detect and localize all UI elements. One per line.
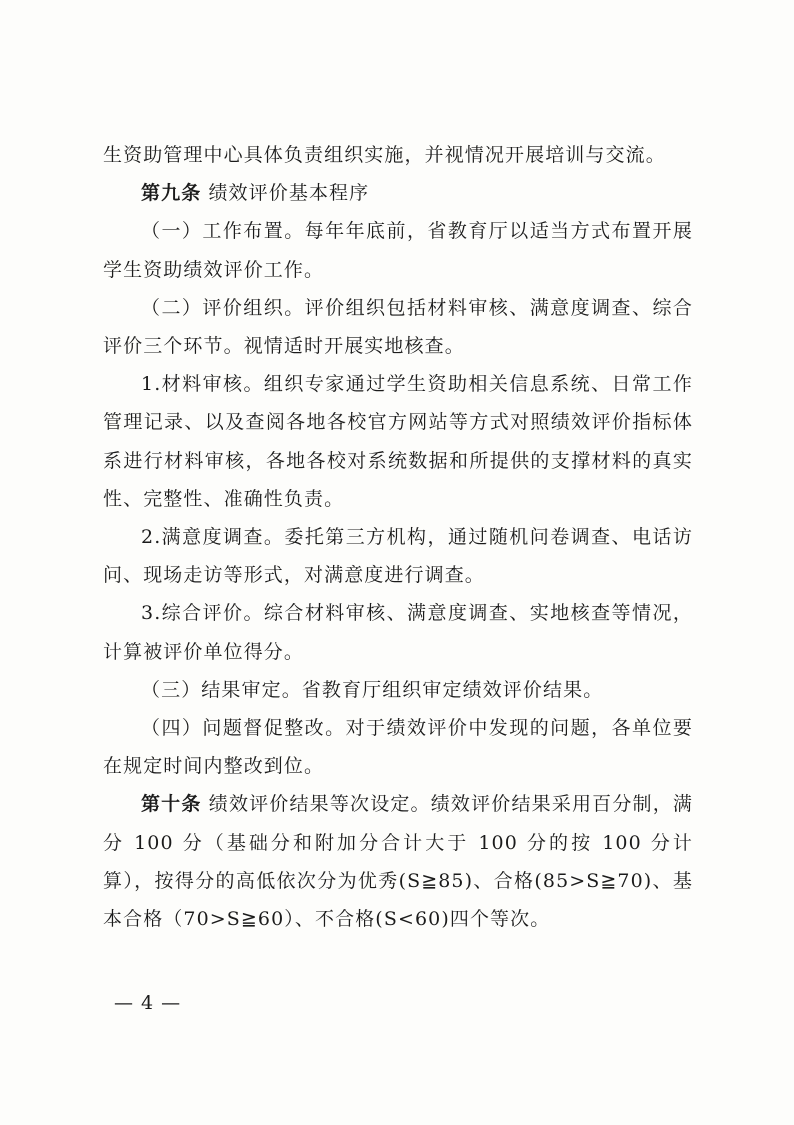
- paragraph-text: 生资助管理中心具体负责组织实施，并视情况开展培训与交流。: [103, 144, 666, 166]
- article-10-paragraph: [103, 785, 693, 938]
- paragraph-result-review: [103, 671, 693, 709]
- paragraph-comprehensive-evaluation: [103, 594, 693, 670]
- paragraph-rectification: [103, 709, 693, 785]
- article-label: 第九条: [141, 182, 202, 205]
- article-9-heading: [103, 174, 693, 212]
- article-label: 第十条: [141, 793, 202, 816]
- paragraph-material-review: [103, 365, 693, 518]
- paragraph-text: （二）评价组织。评价组织包括材料审核、满意度调查、综合评价三个环节。视情适时开展实地核查。: [103, 296, 693, 358]
- page-number: — 4 —: [114, 992, 182, 1014]
- paragraph-text: 3.综合评价。综合材料审核、满意度调查、实地核查等情况，计算被评价单位得分。: [103, 602, 693, 663]
- paragraph-text: 绩效评价结果等次设定。绩效评价结果采用百分制，满分 100 分（基础分和附加分合计大于 100 分的按 100 分计算），按得分的高低依次分为优秀(S≧85)、合格(85>S≧70)、基本合格（70>S≧60）、不合格(S<60)四个等次。: [103, 793, 693, 931]
- article-title: 绩效评价基本程序: [201, 182, 370, 205]
- document-body: [103, 136, 693, 938]
- paragraph-text: 1.材料审核。组织专家通过学生资助相关信息系统、日常工作管理记录、以及查阅各地各校官方网站等方式对照绩效评价指标体系进行材料审核，各地各校对系统数据和所提供的支撑材料的真实性、完整性、准确性负责。: [103, 373, 693, 510]
- paragraph-work-arrangement: [103, 212, 693, 288]
- paragraph-text: （四）问题督促整改。对于绩效评价中发现的问题，各单位要在规定时间内整改到位。: [103, 717, 693, 778]
- paragraph-continuation: [103, 136, 693, 174]
- paragraph-text: （一）工作布置。每年年底前，省教育厅以适当方式布置开展学生资助绩效评价工作。: [103, 220, 693, 281]
- paragraph-text: （三）结果审定。省教育厅组织审定绩效评价结果。: [141, 678, 604, 701]
- paragraph-satisfaction-survey: [103, 518, 693, 594]
- paragraph-text: 2.满意度调查。委托第三方机构，通过随机问卷调查、电话访问、现场走访等形式，对满意度进行调查。: [103, 526, 693, 587]
- paragraph-evaluation-organization: [103, 289, 693, 365]
